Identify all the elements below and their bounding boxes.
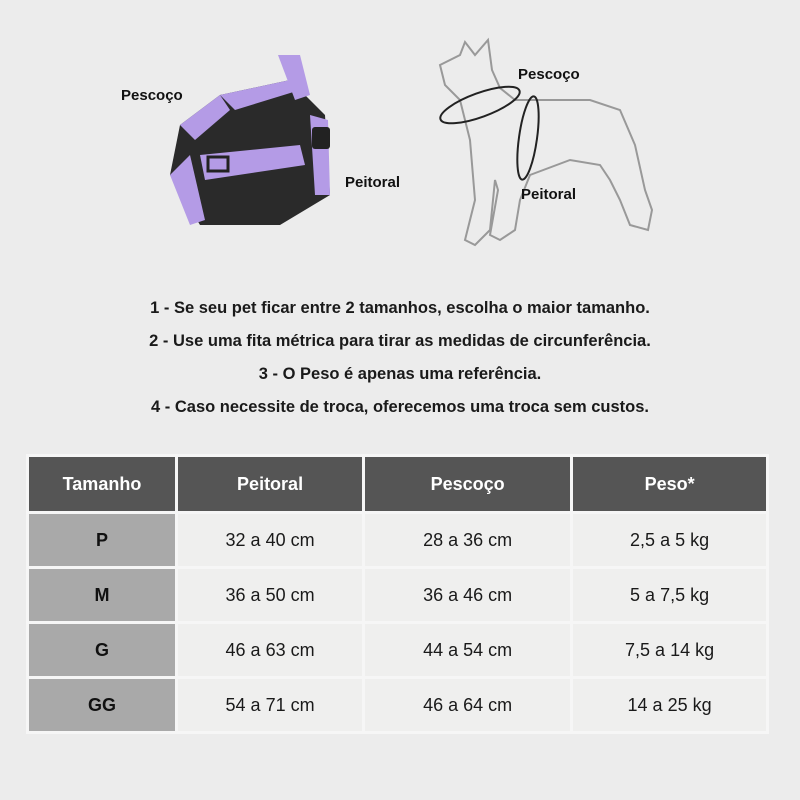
tip-3: 3 - O Peso é apenas uma referência. [258,365,542,383]
chest-cell: 32 a 40 cm [178,514,362,566]
harness-chest-label: Peitoral [345,174,401,191]
tip-4: 4 - Caso necessite de troca, oferecemos uma troca sem custos. [151,398,649,416]
dog-neck-label: Pescoço [518,66,580,83]
neck-cell: 46 a 64 cm [365,679,570,731]
dog-outline-image [420,30,680,260]
chest-cell: 36 a 50 cm [178,569,362,621]
size-cell: P [29,514,175,566]
size-table [26,454,769,734]
tip-2: 2 - Use uma fita métrica para tirar as medidas de circunferência. [149,332,651,350]
neck-cell: 44 a 54 cm [365,624,570,676]
chest-cell: 46 a 63 cm [178,624,362,676]
neck-cell: 36 a 46 cm [365,569,570,621]
weight-cell: 5 a 7,5 kg [573,569,766,621]
size-cell: GG [29,679,175,731]
harness-image [160,55,350,240]
header-weight: Peso* [573,457,766,511]
table-header-row [29,457,766,511]
header-chest: Peitoral [178,457,362,511]
table-row [29,679,766,731]
table-row [29,514,766,566]
chest-cell: 54 a 71 cm [178,679,362,731]
size-cell: G [29,624,175,676]
header-neck: Pescoço [365,457,570,511]
size-tips [0,292,800,424]
weight-cell: 2,5 a 5 kg [573,514,766,566]
dog-chest-label: Peitoral [521,186,577,203]
size-cell: M [29,569,175,621]
weight-cell: 14 a 25 kg [573,679,766,731]
harness-neck-label: Pescoço [121,87,183,104]
weight-cell: 7,5 a 14 kg [573,624,766,676]
neck-cell: 28 a 36 cm [365,514,570,566]
tip-1: 1 - Se seu pet ficar entre 2 tamanhos, escolha o maior tamanho. [150,299,650,317]
table-row [29,624,766,676]
table-row [29,569,766,621]
header-size: Tamanho [29,457,175,511]
